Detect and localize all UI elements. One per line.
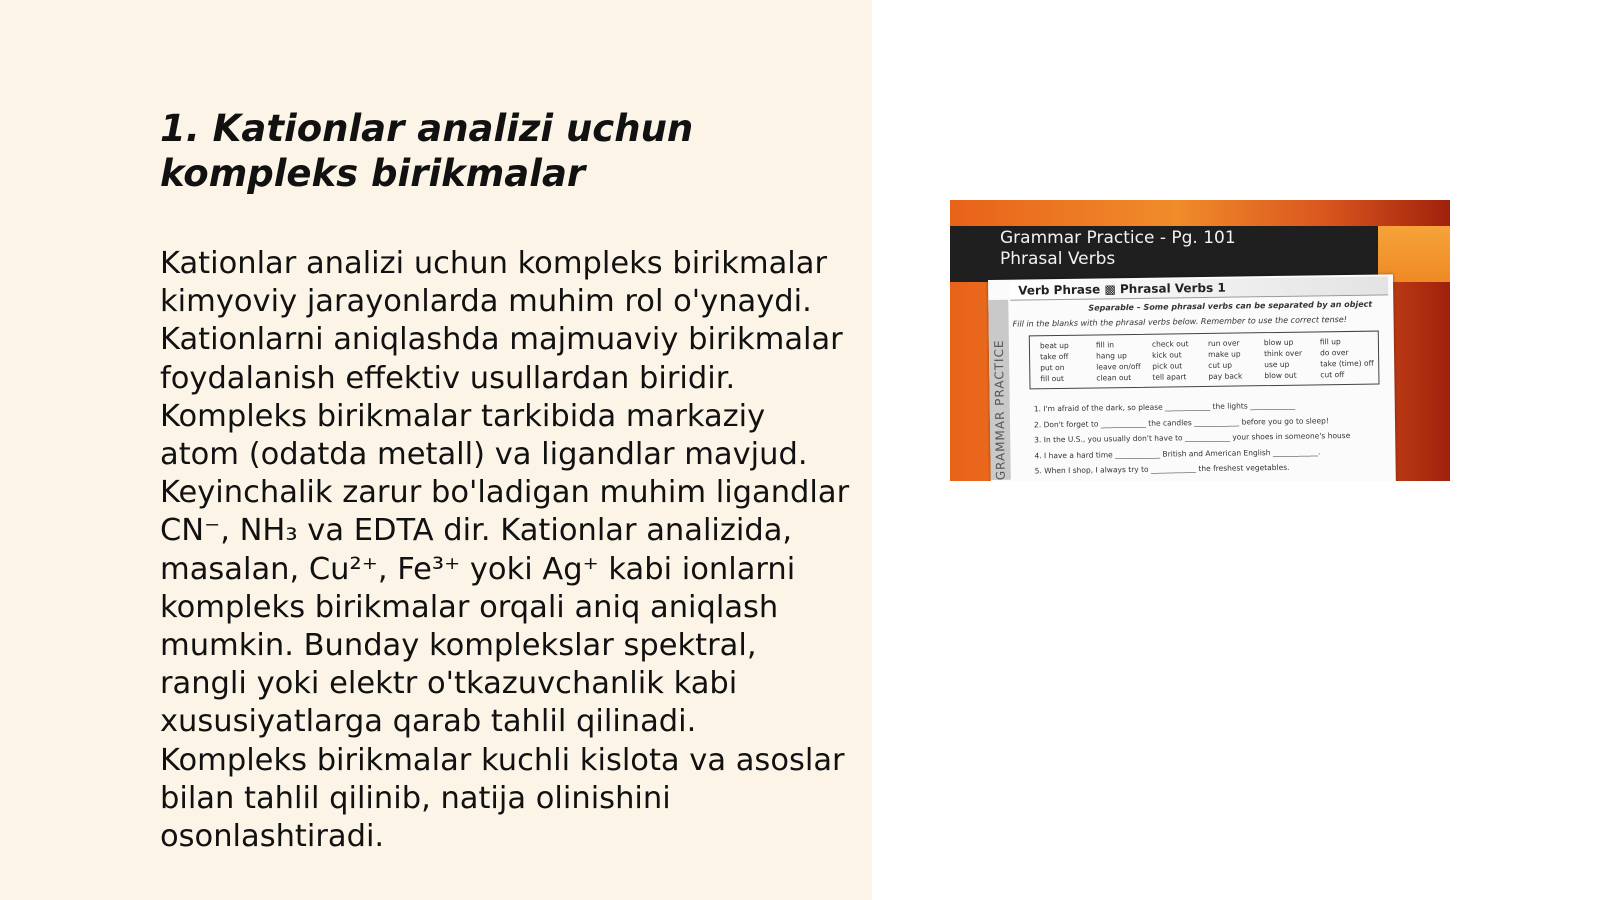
grammar-practice-image: [950, 200, 1450, 481]
word-item: blow up: [1263, 337, 1294, 348]
exercise-sentence: 2. Don't forget to ____________ the candles ____________ before you go to sleep!: [1033, 415, 1329, 429]
worksheet-subheading: Separable – Some phrasal verbs can be separated by an object: [1088, 299, 1373, 313]
worksheet-heading: Verb Phrase ▩ Phrasal Verbs 1: [1018, 280, 1226, 298]
word-item: fill in: [1095, 340, 1115, 350]
word-item: blow out: [1264, 370, 1297, 381]
word-item: check out: [1151, 339, 1189, 349]
worksheet-side-tab: [988, 300, 1011, 480]
phrasal-verb-word-box: [1029, 331, 1380, 390]
word-item: pay back: [1208, 371, 1243, 381]
slide-body-text: Kationlar analizi uchun kompleks birikmalar kimyoviy jarayonlarda muhim rol o'ynaydi. Kationlarni aniqlashda majmuaviy birikmalar foydalanish effektiv usullardan biridir. Kompleks birikmalar tarkibida markaziy atom (odatda metall) va ligandlar mavjud. Keyinchalik zarur bo'ladigan muhim ligandlar CN⁻, NH₃ va EDTA dir. Kationlar analizida, masalan, Cu²⁺, Fe³⁺ yoki Ag⁺ kabi ionlarni kompleks birikmalar orqali aniq aniqlash mumkin. Bunday komplekslar spektral, rangli yoki elektr o'tkazuvchanlik kabi xususiyatlarga qarab tahlil qilinadi. Kompleks birikmalar kuchli kislota va asoslar bilan tahlil qilinib, natija olinishini osonlashtiradi.: [160, 246, 850, 855]
word-item: fill up: [1319, 337, 1341, 347]
word-column: [1152, 338, 1209, 383]
word-item: pick out: [1152, 361, 1183, 371]
worksheet-side-label: GRAMMAR PRACTICE: [991, 339, 1008, 481]
image-title-line-2: Phrasal Verbs: [1000, 249, 1116, 269]
word-item: do over: [1319, 347, 1349, 358]
word-item: use up: [1264, 359, 1290, 370]
word-item: leave on/off: [1096, 361, 1141, 372]
exercise-sentence: 5. When I shop, I always try to ____________ the freshest vegetables.: [1034, 463, 1290, 476]
word-item: think over: [1263, 348, 1303, 359]
exercise-sentences: [1034, 396, 1385, 479]
word-item: take off: [1040, 351, 1069, 362]
word-item: make up: [1207, 349, 1241, 359]
exercise-sentence: 3. In the U.S., you usually don't have to ____________ your shoes in someone's house: [1034, 431, 1351, 445]
word-item: kick out: [1152, 350, 1182, 360]
image-title-line-1: Grammar Practice - Pg. 101: [1000, 228, 1236, 248]
word-column: [1040, 340, 1097, 385]
word-item: hang up: [1096, 351, 1127, 361]
word-column: [1208, 337, 1265, 382]
word-item: cut up: [1208, 360, 1232, 370]
word-item: put on: [1040, 362, 1065, 373]
word-item: beat up: [1039, 340, 1069, 351]
word-item: clean out: [1096, 373, 1132, 383]
word-column: [1264, 336, 1321, 381]
word-column: [1320, 336, 1377, 381]
word-item: fill out: [1040, 373, 1065, 384]
exercise-sentence: 1. I'm afraid of the dark, so please ____________ the lights ____________: [1033, 400, 1296, 414]
word-item: take (time) off: [1320, 358, 1374, 369]
word-item: run over: [1207, 338, 1240, 348]
image-title: [1000, 228, 1236, 270]
slide-title: 1. Kationlar analizi uchun kompleks birikmalar: [160, 107, 694, 195]
word-item: tell apart: [1152, 372, 1187, 382]
word-column: [1096, 339, 1153, 384]
worksheet-instructions: Fill in the blanks with the phrasal verbs below. Remember to use the correct tense!: [1012, 314, 1347, 329]
exercise-sentence: 4. I have a hard time ____________ British and American English ____________.: [1034, 447, 1321, 461]
worksheet: [988, 274, 1396, 481]
word-item: cut off: [1320, 370, 1345, 380]
